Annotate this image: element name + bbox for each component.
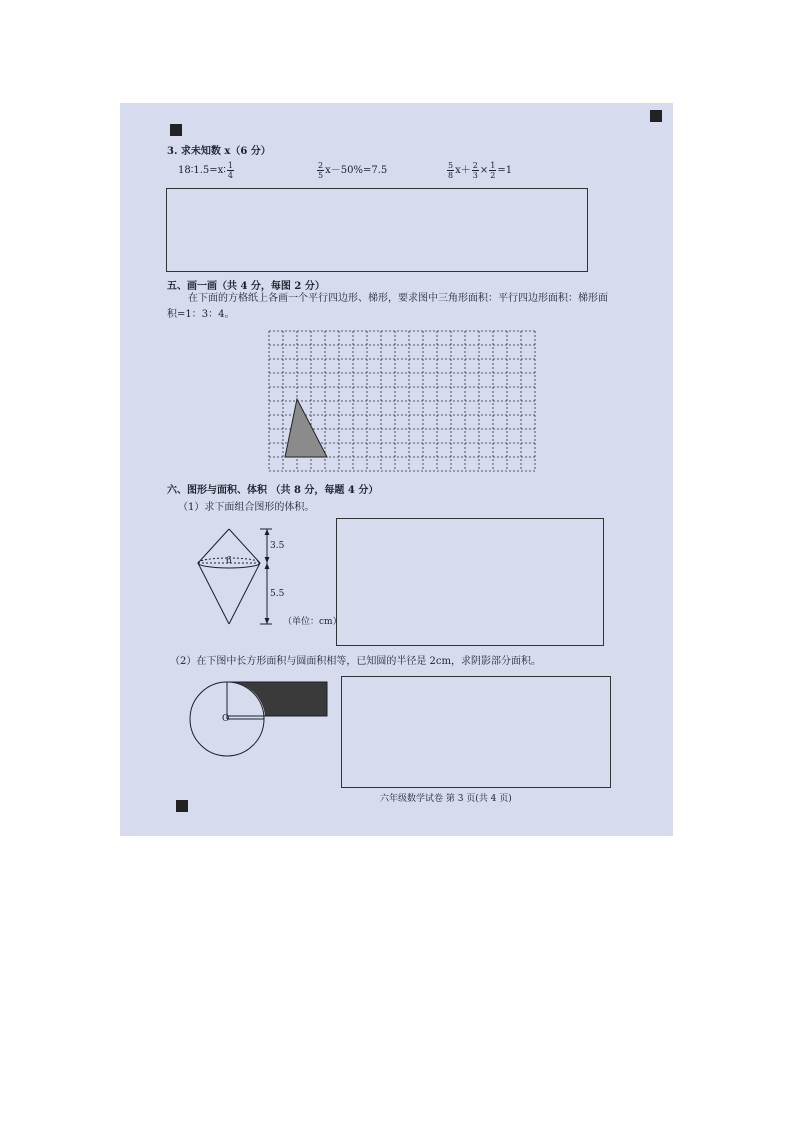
s5-title: 五、画一画（共 4 分，每图 2 分） <box>167 281 325 292</box>
center-label: O <box>222 714 230 724</box>
q3-title: 3. 求未知数 x（6 分） <box>167 146 271 157</box>
fraction: $\frac{2}{5}$ <box>318 161 324 180</box>
s5-instruction-line1: 在下面的方格纸上各画一个平行四边形、梯形，要求图中三角形面积：平行四边形面积：梯形面 <box>188 293 608 304</box>
equation-2-rest: x－50%=7.5 <box>325 165 388 176</box>
s5-instruction-line2: 积=1：3：4。 <box>167 309 235 320</box>
fraction: $\frac{1}{4}$ <box>227 161 233 180</box>
fraction: $\frac{5}{8}$ <box>448 161 454 180</box>
equation-1-prefix: 18∶1.5=x∶ <box>178 165 226 176</box>
page-footer: 六年级数学试卷 第 3 页(共 4 页) <box>380 794 512 804</box>
equation-1 <box>178 161 235 180</box>
shaded-region <box>227 682 327 716</box>
fraction: $\frac{2}{3}$ <box>472 161 478 180</box>
gray-triangle <box>285 399 327 457</box>
equation-2 <box>316 161 387 180</box>
q2-answer-box[interactable] <box>341 676 611 788</box>
exam-sheet <box>120 103 673 836</box>
fraction: $\frac{1}{2}$ <box>490 161 496 180</box>
dim-bottom-label: 5.5 <box>270 589 285 599</box>
registration-mark-top-right <box>650 110 662 122</box>
registration-mark-top-left <box>170 124 182 136</box>
dim-top-label: 3.5 <box>270 541 285 551</box>
unit-label: （单位：cm） <box>283 617 342 627</box>
registration-mark-bottom-left <box>176 800 188 812</box>
q3-answer-box[interactable] <box>166 188 588 272</box>
grid-paper[interactable] <box>269 329 539 473</box>
s6-q1-text: （1）求下面组合图形的体积。 <box>178 502 315 513</box>
s6-q2-text: （2）在下图中长方形面积与圆面积相等，已知圆的半径是 2cm，求阴影部分面积。 <box>170 656 541 667</box>
q1-answer-box[interactable] <box>336 518 604 646</box>
circle-rectangle-figure <box>190 677 330 757</box>
equation-3: $\frac{5}{8}$ x＋ $\frac{2}{3}$ × $\frac{1}{2}$ =1 <box>448 161 513 180</box>
s6-title: 六、图形与面积、体积 （共 8 分，每题 4 分） <box>167 485 379 496</box>
diameter-label: 6 <box>226 556 232 566</box>
